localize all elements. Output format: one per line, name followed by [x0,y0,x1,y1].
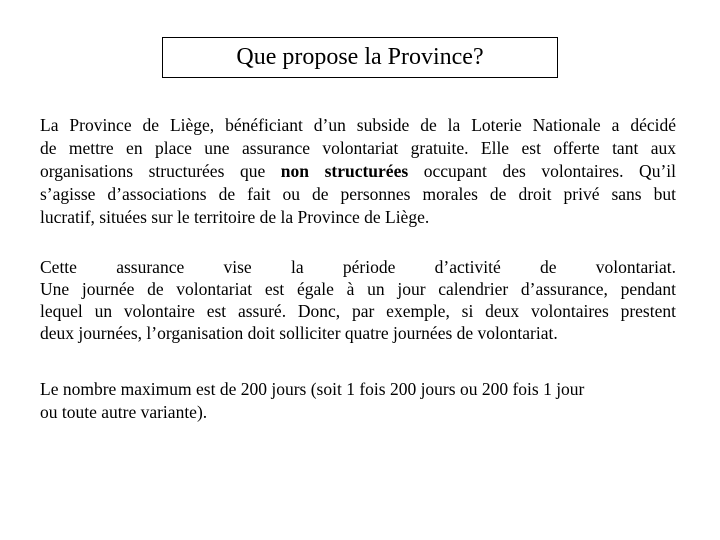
paragraph-intro [40,114,676,229]
text-line: Cette assurance vise la période d’activité de volontariat. [40,257,676,277]
text-line [40,160,676,183]
text-line: La Province de Liège, bénéficiant d’un subside de la Loterie Nationale a décidé [40,115,676,135]
text-line: deux journées, l’organisation doit solliciter quatre journées de volontariat. [40,323,558,343]
text-line: Une journée de volontariat est égale à un jour calendrier d’assurance, pendant [40,279,676,299]
slide-title [162,37,558,78]
text-segment: organisations structurées que [40,161,281,181]
slide-title-text: Que propose la Province? [236,44,484,70]
text-line: lequel un volontaire est assuré. Donc, par exemple, si deux volontaires prestent [40,301,676,321]
paragraph-maximum [40,378,676,424]
text-line: de mettre en place une assurance volontariat gratuite. Elle est offerte tant aux [40,138,676,158]
paragraph-period [40,256,676,344]
text-line: ou toute autre variante). [40,402,208,422]
bold-text: non structurées [280,161,409,181]
text-segment: occupant des volontaires. Qu’il [408,161,676,181]
text-line: s’agisse d’associations de fait ou de personnes morales de droit privé sans but [40,184,676,204]
text-line: lucratif, situées sur le territoire de la Province de Liège. [40,207,430,227]
text-line: Le nombre maximum est de 200 jours (soit 1 fois 200 jours ou 200 fois 1 jour [40,379,585,399]
